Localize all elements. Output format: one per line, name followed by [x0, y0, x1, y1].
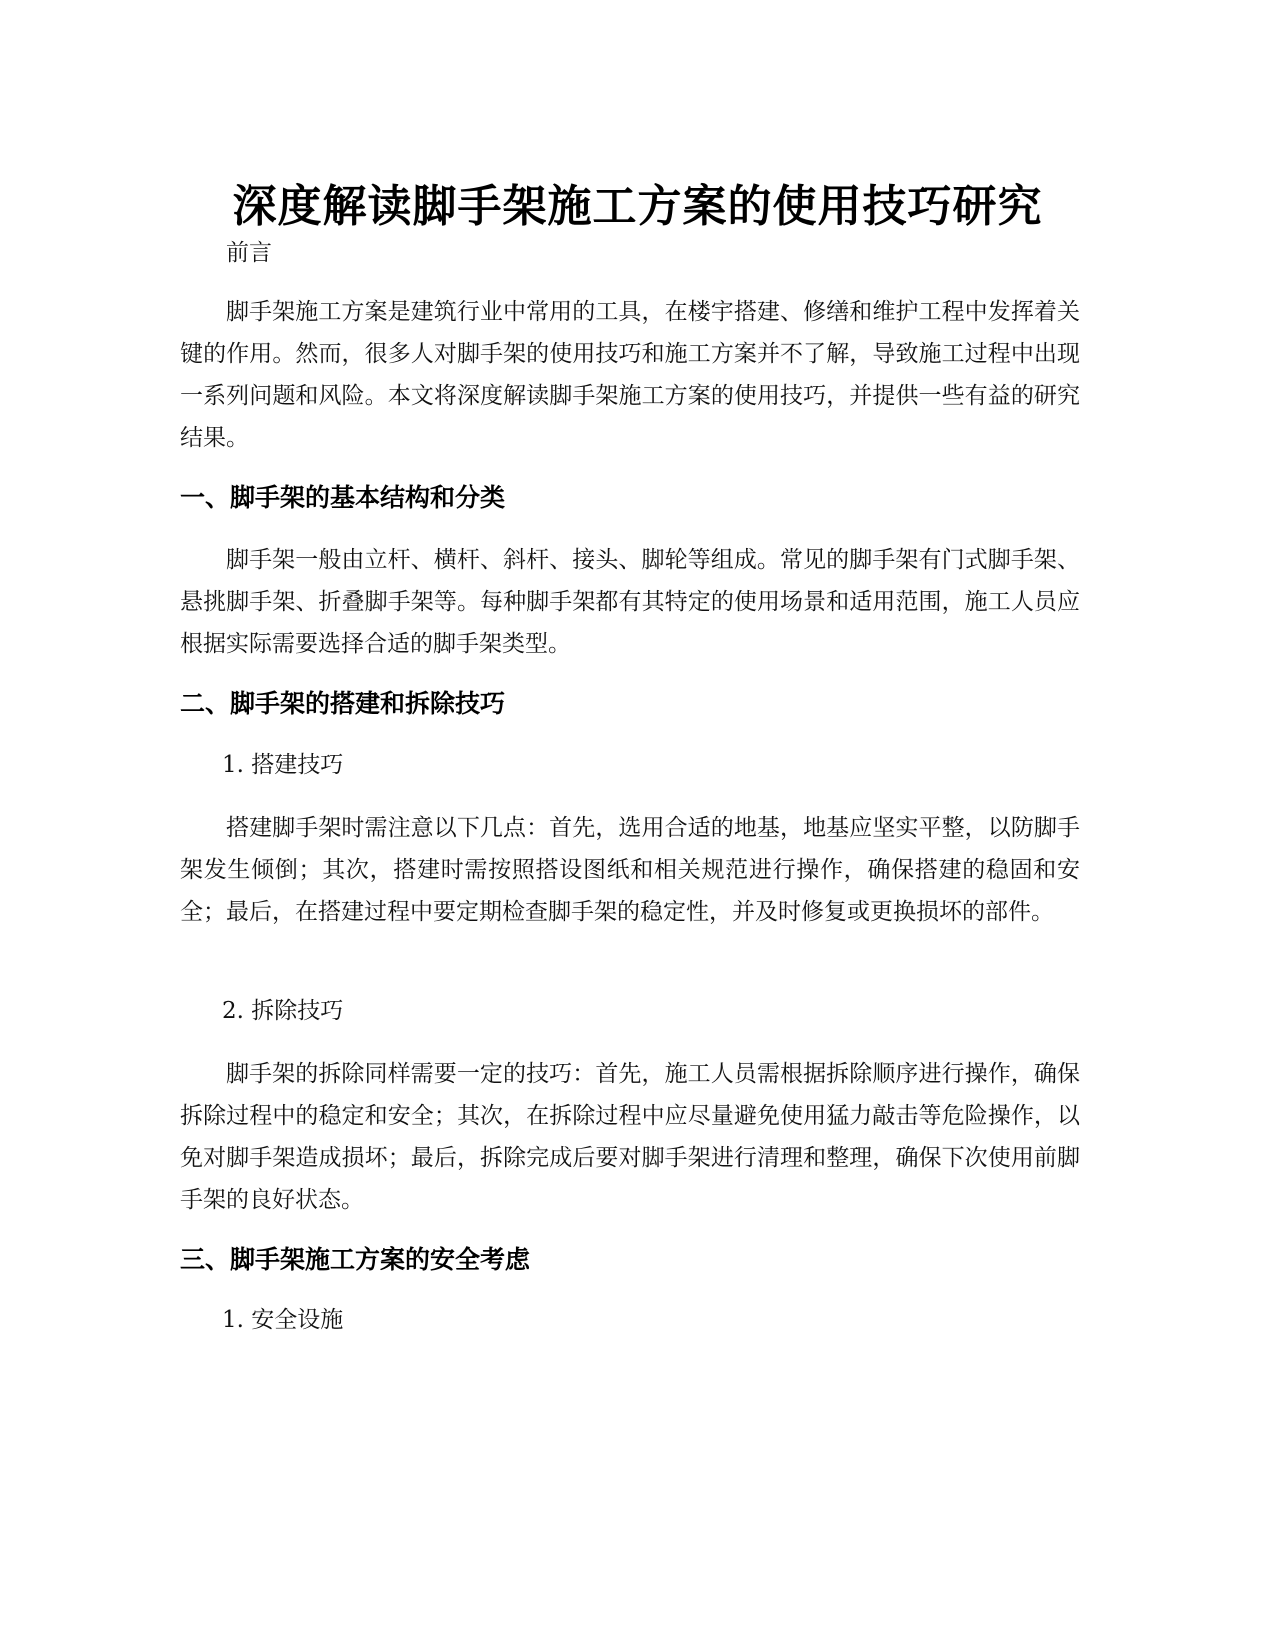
- subsection-label-build: 1. 搭建技巧: [222, 752, 344, 778]
- document-title: 深度解读脚手架施工方案的使用技巧研究: [232, 181, 1043, 233]
- section-heading-1: 一、脚手架的基本结构和分类: [180, 483, 506, 512]
- section-heading-2: 二、脚手架的搭建和拆除技巧: [180, 689, 506, 718]
- preface-label: 前言: [226, 240, 272, 266]
- subsection-label-dismantle: 2. 拆除技巧: [222, 998, 344, 1024]
- section-1-paragraph: 脚手架一般由立杆、横杆、斜杆、接头、脚轮等组成。常见的脚手架有门式脚手架、悬挑脚手架、折叠脚手架等。每种脚手架都有其特定的使用场景和适用范围，施工人员应根据实际需要选择合适的脚手架类型。: [180, 547, 1080, 657]
- subsection-label-safety: 1. 安全设施: [222, 1307, 344, 1333]
- section-heading-3: 三、脚手架施工方案的安全考虑: [180, 1245, 531, 1274]
- dismantle-tips-paragraph: 脚手架的拆除同样需要一定的技巧：首先，施工人员需根据拆除顺序进行操作，确保拆除过程中的稳定和安全；其次，在拆除过程中应尽量避免使用猛力敲击等危险操作，以免对脚手架造成损坏；最后，拆除完成后要对脚手架进行清理和整理，确保下次使用前脚手架的良好状态。: [180, 1061, 1080, 1213]
- build-tips-paragraph: 搭建脚手架时需注意以下几点：首先，选用合适的地基，地基应坚实平整，以防脚手架发生倾倒；其次，搭建时需按照搭设图纸和相关规范进行操作，确保搭建的稳固和安全；最后，在搭建过程中要定期检查脚手架的稳定性，并及时修复或更换损坏的部件。: [180, 815, 1080, 925]
- intro-paragraph: 脚手架施工方案是建筑行业中常用的工具，在楼宇搭建、修缮和维护工程中发挥着关键的作用。然而，很多人对脚手架的使用技巧和施工方案并不了解，导致施工过程中出现一系列问题和风险。本文将深度解读脚手架施工方案的使用技巧，并提供一些有益的研究结果。: [180, 299, 1080, 451]
